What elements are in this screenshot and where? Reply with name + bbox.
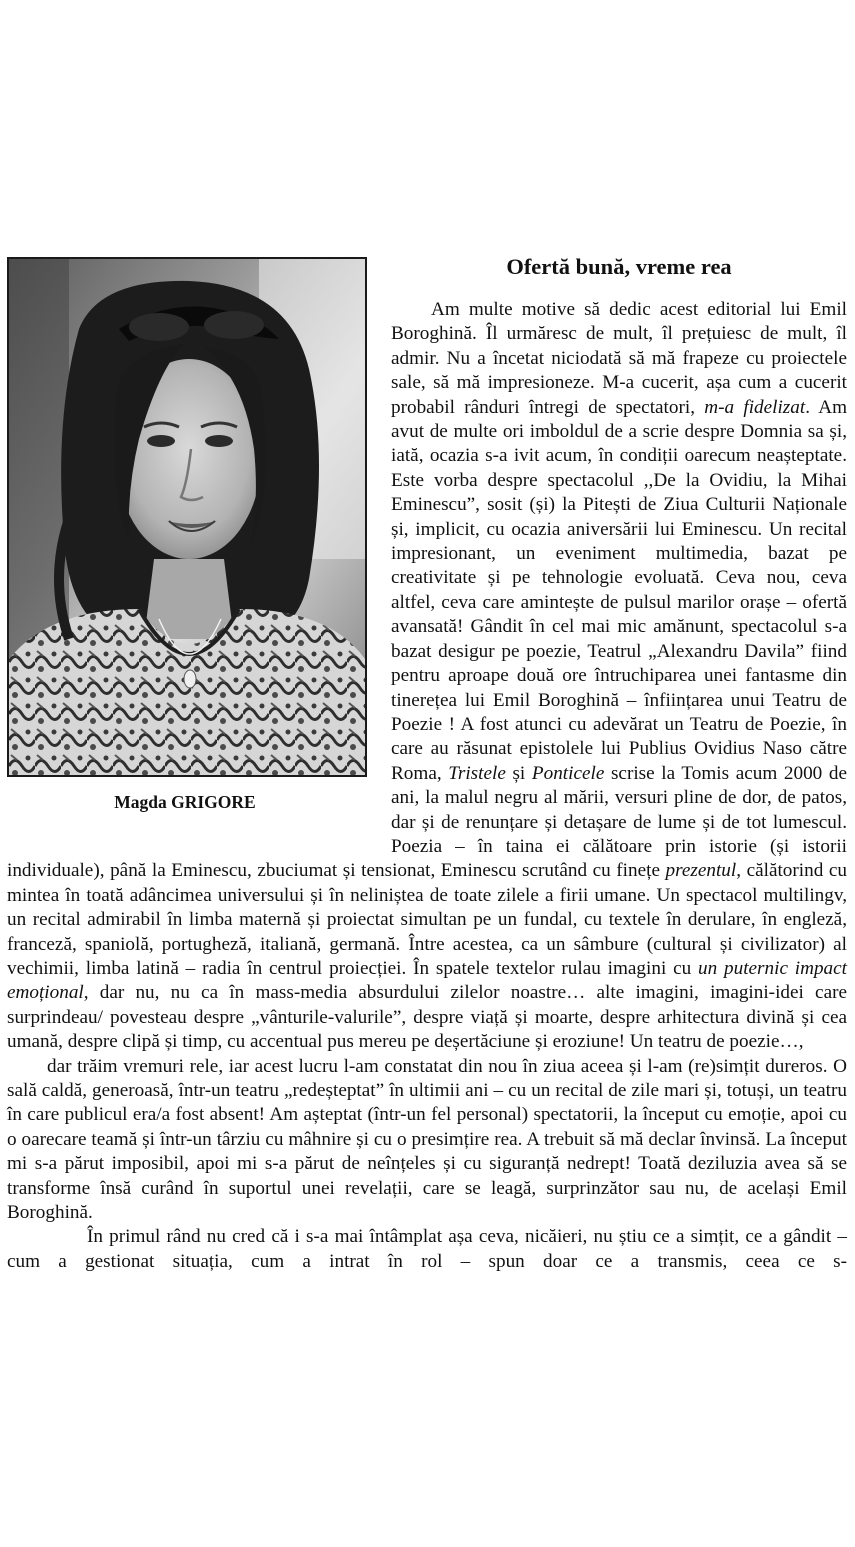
paragraph-1-emphasis-2: Tristele [448, 762, 506, 784]
paragraph-1-text-1: Am multe motive să dedic acest editorial lui Emil Boroghină. Îl urmăresc de mult, îl prețuiesc de mult, îl admir. Nu a încetat niciodată să mă frapeze cu proiectele sale, să mă impresioneze. M-a cucerit, așa cum a cucerit probabil rânduri întregi de spectatori, [391, 299, 847, 418]
author-portrait [7, 257, 367, 777]
paragraph-1-text-3: și [505, 762, 532, 784]
paragraph-3: În primul rând nu cred că i s-a mai întâmplat așa ceva, nicăieri, nu știu ce a simțit, ce a gândit – cum a gestionat situația, cum a intrat în rol – spun doar ce a transmis, ceea ce s- [7, 1226, 847, 1272]
paragraph-1-text-5: , călătorind cu mintea în toată adâncimea universului și în neliniștea de toate zilele a firii umane. Un spectacol multilingv, un recital admirabil în limba maternă și proiectat simultan pe un fundal, cu textele în derulare, în engleză, franceză, spaniolă, portugheză, italiană, germană. Între acestea, ca un sâmbure (cultural și civilizator) al vechimii, limba latină – radia în centrul proiecției. În spatele textelor rulau imagini cu [7, 860, 847, 979]
paragraph-1-emphasis-1: m-a fidelizat [704, 396, 806, 418]
paragraph-1-text-2: . Am avut de multe ori imboldul de a scrie despre Domnia sa și, iată, ocazia s-a ivit acum, în condiții oarecum neașteptate. Este vorba despre spectacolul ,,De la Ovidiu, la Mihai Eminescu”, sosit (și) la Pitești de Ziua Culturii Naționale și, implicit, cu ocazia aniversării lui Eminescu. Un recital impresionant, un eveniment multimedia, bazat pe creativitate și pe tehnologie evoluată. Ceva nou, ceva altfel, ceva care amintește de pulsul marilor orașe – ofertă avansată! Gândit în cel mai mic amănunt, spectacolul s-a bazat desigur pe poezie, Teatrul „Alexandru Davila” fiind pentru aproape două ore întruchiparea unei fantasme din tinerețea lui Emil Boroghină – înființarea unui Teatru de Poezie ! A fost atunci cu adevărat un Teatru de Poezie, în care au răsunat epistolele lui Publius Ovidius Naso către Roma, [391, 396, 847, 784]
paragraph-2: dar trăim vremuri rele, iar acest lucru l-am constatat din nou în ziua aceea și l-am (re)simțit dureros. O sală caldă, generoasă, într-un teatru „redeșteptat” în ultimii ani – cu un recital de zile mari și, totuși, un teatru în care publicul era/a fost absent! Am așteptat (într-un fel personal) spectatorii, la început cu emoție, apoi cu o oarecare teamă și într-un târziu cu mâhnire și cu o presimțire rea. A trebuit să mă declar învinsă. La început mi s-a părut imposibil, apoi mi s-a părut de neînțeles și cu siguranță nedrept! Toată deziluzia avea să se transforme însă curând în suportul unei revelații, care se leagă, surprinzător sau nu, de același Emil Boroghină. [7, 1055, 847, 1224]
paragraph-1-text-4: scrise la Tomis acum 2000 de ani, la malul negru al mării, versuri pline de dor, de patos, dar și de renunțare și detașare de lume și de tot lumescul. Poezia – în taina ei călătoare prin istorie (și istorii individuale), până la Eminescu, zbuciumat și tensionat, Eminescu scrutând cu finețe [7, 762, 847, 882]
author-name: Magda GRIGORE [114, 792, 256, 812]
paragraph-1-emphasis-5: un puternic impact emoțional [7, 957, 847, 1004]
paragraph-1-text-6: , dar nu, nu ca în mass-media absurdului zilelor noastre… alte imagini, imagini-idei care surprindeau/ povesteau despre „vânturile-valurile”, despre viață și moarte, despre arhitectura divină și cea umană, despre clipă și timp, cu accentual pus mereu pe deșertăciune și eroziune! Un teatru de poezie…, [7, 982, 847, 1053]
article-title: Ofertă bună, vreme rea [506, 254, 732, 279]
portrait-photo-image [9, 259, 365, 775]
paragraph-1-emphasis-3: Ponticele [531, 762, 605, 784]
author-photo-block [7, 257, 373, 839]
paragraph-1-emphasis-4: prezentul [665, 860, 737, 882]
document-page [0, 254, 855, 1547]
